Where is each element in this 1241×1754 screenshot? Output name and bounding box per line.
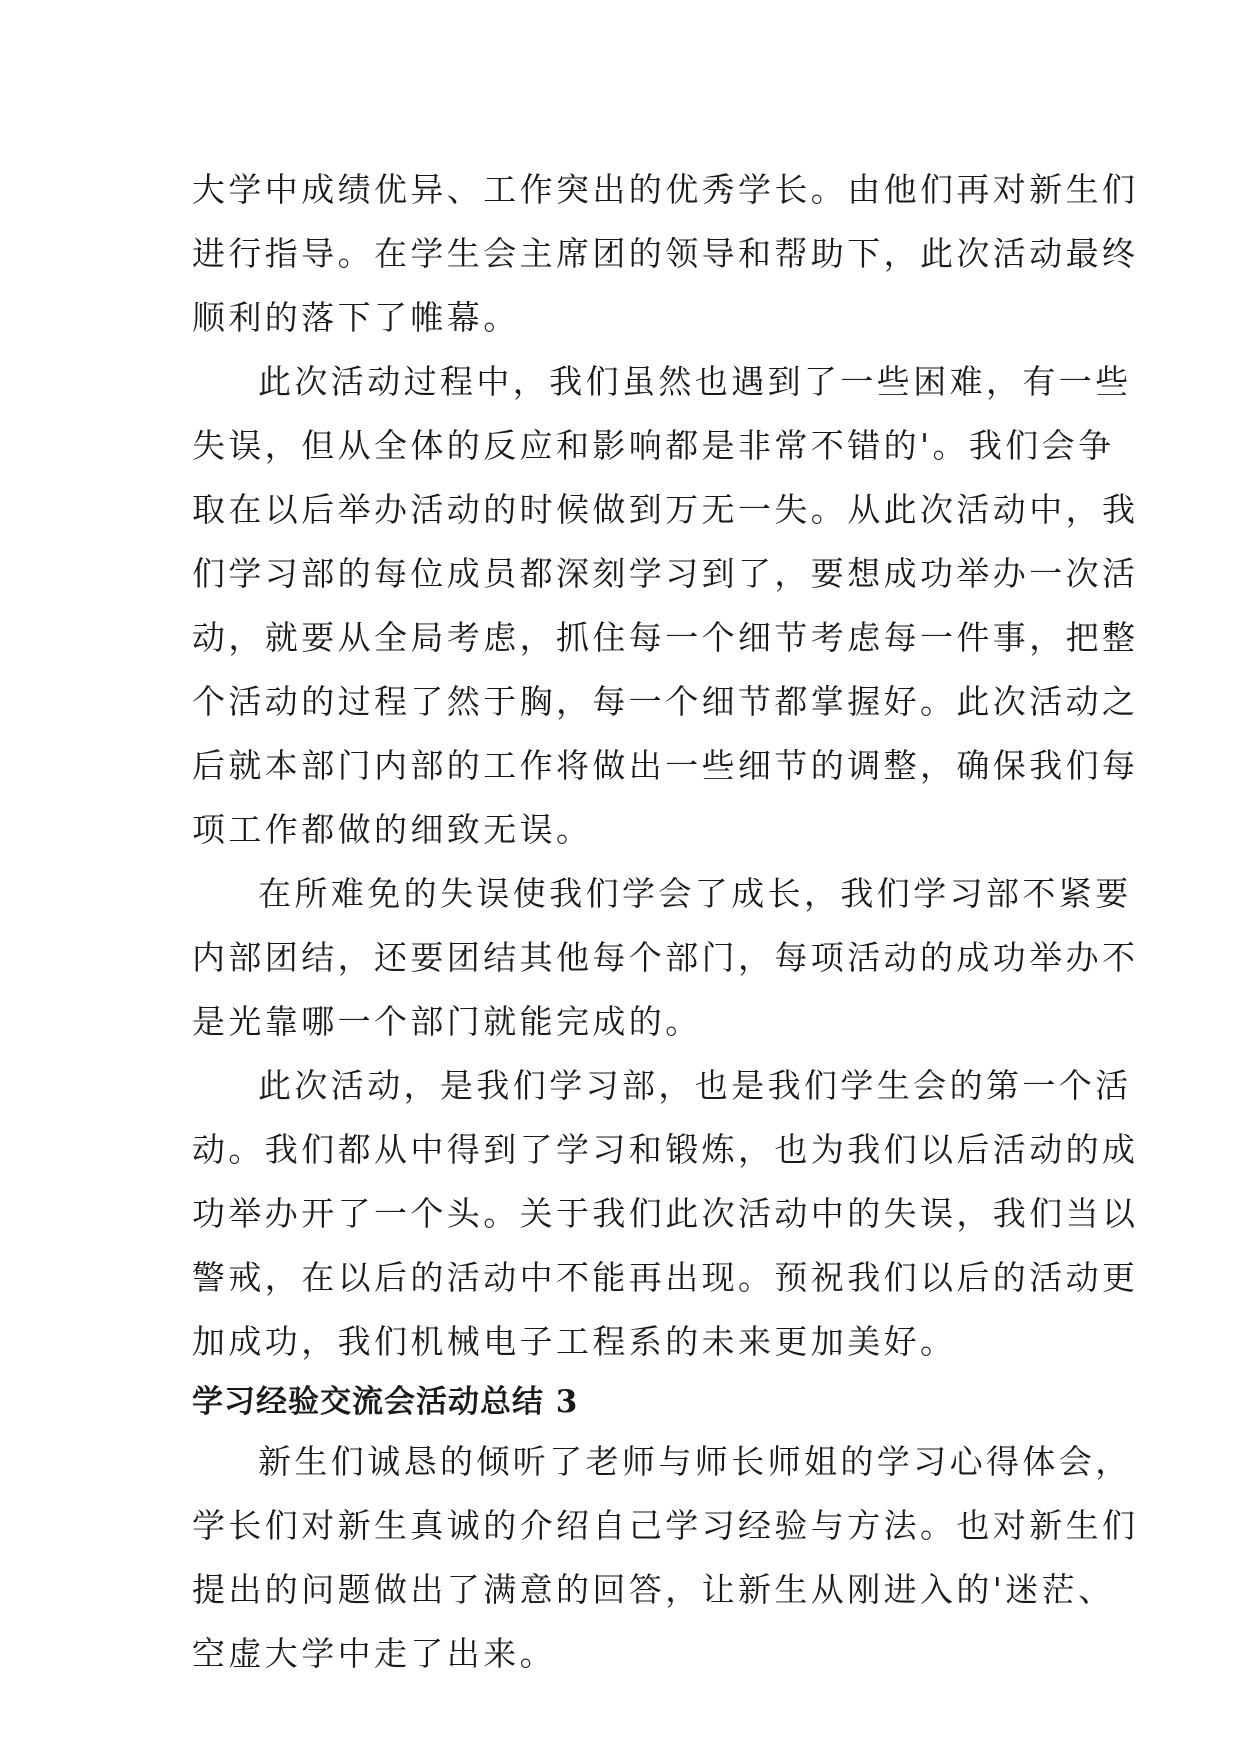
text-line: 加成功，我们机械电子工程系的未来更加美好。 [192,1322,957,1361]
paragraph-1 [192,158,1139,350]
text-line: 们学习部的每位成员都深刻学习到了，要想成功举办一次活 [192,554,1139,593]
text-line: 后就本部门内部的工作将做出一些细节的调整，确保我们每 [192,746,1139,785]
text-line: 此次活动，是我们学习部，也是我们学生会的第一个活 [258,1066,1132,1105]
text-line: 学长们对新生真诚的介绍自己学习经验与方法。也对新生们 [192,1506,1139,1545]
text-line: 是光靠哪一个部门就能完成的。 [192,1002,702,1041]
paragraph-4 [192,1054,1139,1374]
section-heading: 学习经验交流会活动总结 3 [192,1384,579,1420]
text-line: 动。我们都从中得到了学习和锻炼，也为我们以后活动的成 [192,1130,1139,1169]
text-line: 顺利的落下了帷幕。 [192,298,520,337]
text-line: 新生们诚恳的倾听了老师与师长师姐的学习心得体会， [258,1442,1132,1481]
text-line: 空虚大学中走了出来。 [192,1634,556,1673]
text-line: 动，就要从全局考虑，抓住每一个细节考虑每一件事，把整 [192,618,1139,657]
text-line: 内部团结，还要团结其他每个部门，每项活动的成功举办不 [192,938,1139,977]
text-line: 个活动的过程了然于胸，每一个细节都掌握好。此次活动之 [192,682,1139,721]
text-line: 提出的问题做出了满意的回答，让新生从刚进入的'迷茫、 [192,1570,1115,1609]
text-line: 大学中成绩优异、工作突出的优秀学长。由他们再对新生们 [192,170,1139,209]
paragraph-5 [192,1430,1139,1686]
paragraph-2 [192,350,1139,862]
text-line: 功举办开了一个头。关于我们此次活动中的失误，我们当以 [192,1194,1139,1233]
text-line: 警戒，在以后的活动中不能再出现。预祝我们以后的活动更 [192,1258,1139,1297]
document-page [192,158,1139,1686]
paragraph-3 [192,862,1139,1054]
text-line: 此次活动过程中，我们虽然也遇到了一些困难，有一些 [258,362,1132,401]
text-line: 项工作都做的细致无误。 [192,810,593,849]
text-line: 进行指导。在学生会主席团的领导和帮助下，此次活动最终 [192,234,1139,273]
text-line: 失误，但从全体的反应和影响都是非常不错的'。我们会争 [192,426,1115,465]
text-line: 在所难免的失误使我们学会了成长，我们学习部不紧要 [258,874,1132,913]
text-line: 取在以后举办活动的时候做到万无一失。从此次活动中，我 [192,490,1139,529]
